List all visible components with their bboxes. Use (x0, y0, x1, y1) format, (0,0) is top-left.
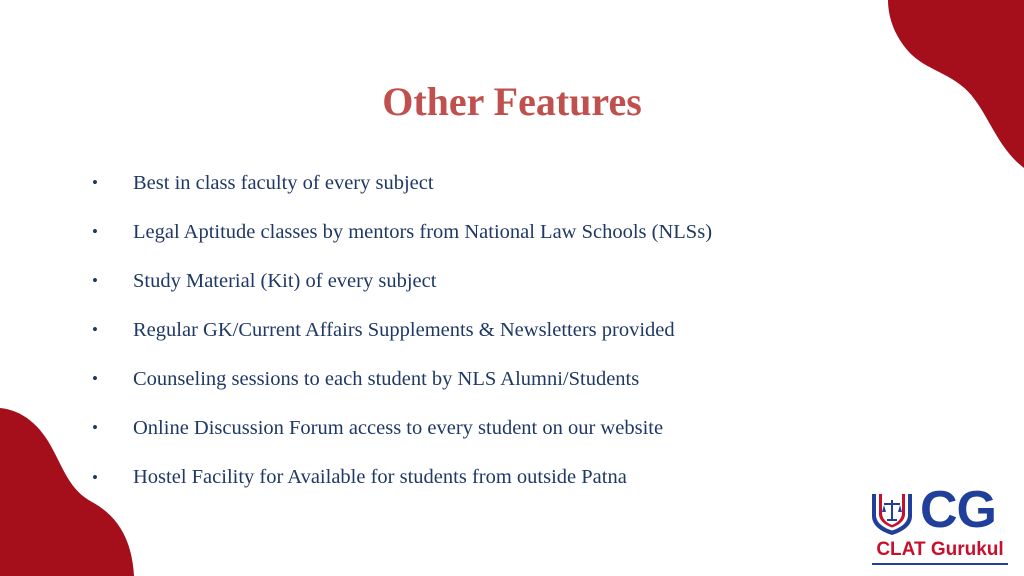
bullet: • (92, 467, 98, 487)
bullet: • (92, 418, 98, 438)
logo-underline (872, 563, 1008, 565)
bullet: • (92, 271, 98, 291)
list-item (92, 316, 712, 344)
logo-name: CLAT Gurukul (876, 539, 1004, 560)
list-item (92, 218, 712, 246)
list-item (92, 365, 712, 393)
feature-text: Counseling sessions to each student by NLS Alumni/Students (133, 367, 640, 390)
feature-text: Hostel Facility for Available for students from outside Patna (133, 466, 627, 489)
clat-gurukul-logo (868, 481, 1010, 570)
bullet: • (92, 173, 98, 192)
feature-text: Study Material (Kit) of every subject (133, 269, 437, 292)
feature-text: Legal Aptitude classes by mentors from National Law Schools (NLSs) (133, 220, 713, 243)
list-item (92, 414, 712, 442)
bullet: • (92, 369, 98, 389)
list-item (92, 464, 712, 492)
bullet: • (92, 320, 98, 340)
logo-monogram: CG (920, 481, 996, 539)
list-item (92, 169, 712, 197)
feature-text: Regular GK/Current Affairs Supplements & Newsletters provided (133, 318, 675, 341)
feature-list (92, 169, 712, 513)
bullet: • (92, 222, 98, 242)
feature-text: Best in class faculty of every subject (133, 171, 434, 194)
shield-scales-icon (870, 492, 914, 536)
list-item (92, 267, 712, 295)
feature-text: Online Discussion Forum access to every student on our website (133, 416, 664, 439)
slide-title: Other Features (382, 79, 642, 124)
